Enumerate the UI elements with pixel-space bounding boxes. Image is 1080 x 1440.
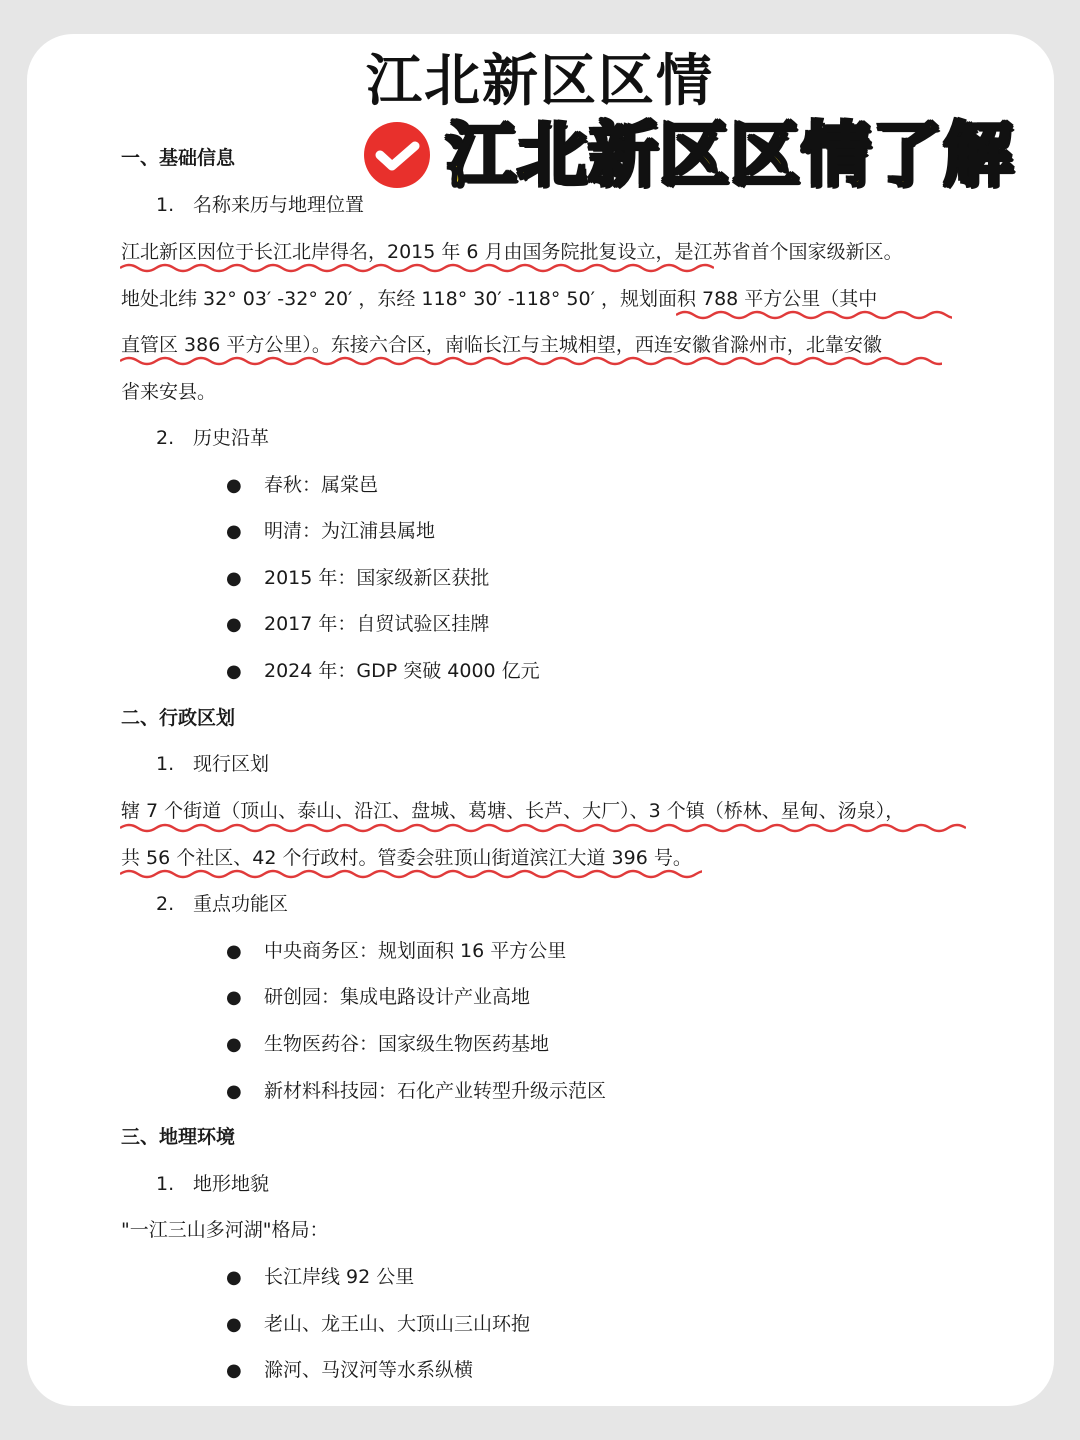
list-item-text: 生物医药谷：国家级生物医药基地	[264, 1033, 550, 1055]
list-item	[226, 1077, 606, 1106]
list-item-text: 春秋：属棠邑	[264, 474, 379, 496]
list-item	[226, 517, 435, 546]
bullet-icon: ●	[226, 1360, 242, 1381]
paragraph-line: 省来安县。	[121, 381, 217, 403]
bullet-icon: ●	[226, 1034, 242, 1055]
paragraph-line: 地处北纬 32° 03′ -32° 20′ ，东经 118° 30′ -118° 50′ ，规划面积 788 平方公里（其中	[121, 288, 878, 310]
subsection-label: 地形地貌	[193, 1173, 270, 1195]
bullet-icon: ●	[226, 521, 242, 542]
list-item-text: 新材料科技园：石化产业转型升级示范区	[264, 1080, 607, 1102]
list-item	[226, 983, 530, 1012]
subsection-heading	[156, 424, 269, 452]
list-item-text: 明清：为江浦县属地	[264, 520, 436, 542]
list-item-text: 长江岸线 92 公里	[264, 1266, 415, 1288]
subsection-number: 1.	[156, 194, 175, 216]
bullet-icon: ●	[226, 1314, 242, 1335]
page-title: 江北新区区情	[366, 49, 714, 114]
subsection-number: 2.	[156, 893, 175, 915]
subsection-number: 1.	[156, 753, 175, 775]
paragraph-line: "一江三山多河湖"格局：	[121, 1219, 329, 1241]
subsection-label: 重点功能区	[193, 893, 289, 915]
wavy-underline-path	[676, 312, 952, 318]
wavy-underline	[120, 355, 942, 367]
subsection-label: 名称来历与地理位置	[193, 194, 365, 216]
wavy-underline-path	[120, 265, 714, 271]
list-item-text: 中央商务区：规划面积 16 平方公里	[264, 940, 567, 962]
bullet-icon: ●	[226, 941, 242, 962]
sticker-caption: 江北新区区情了解	[446, 114, 1014, 196]
wavy-underline	[120, 262, 714, 274]
list-item-text: 2024 年：GDP 突破 4000 亿元	[264, 660, 540, 682]
section-heading: 三、地理环境	[121, 1126, 236, 1148]
section-heading: 二、行政区划	[121, 707, 236, 729]
bullet-icon: ●	[226, 1081, 242, 1102]
list-item-text: 2015 年：国家级新区获批	[264, 567, 490, 589]
wavy-underline	[120, 868, 702, 880]
subsection-heading	[156, 191, 364, 219]
bullet-icon: ●	[226, 475, 242, 496]
bullet-icon: ●	[226, 568, 242, 589]
list-item	[226, 564, 489, 593]
list-item-text: 老山、龙王山、大顶山三山环抱	[264, 1313, 531, 1335]
wavy-underline-path	[120, 871, 702, 877]
bullet-icon: ●	[226, 614, 242, 635]
subsection-label: 现行区划	[193, 753, 270, 775]
check-icon	[364, 122, 430, 188]
list-item	[226, 657, 540, 686]
list-item	[226, 1030, 549, 1059]
wavy-underline-path	[120, 825, 966, 831]
list-item	[226, 610, 489, 639]
bullet-icon: ●	[226, 661, 242, 682]
list-item-text: 2017 年：自贸试验区挂牌	[264, 613, 490, 635]
wavy-underline	[120, 822, 966, 834]
subsection-heading	[156, 1170, 269, 1198]
bullet-icon: ●	[226, 987, 242, 1008]
section-heading: 一、基础信息	[121, 147, 236, 169]
paragraph-line: 辖 7 个街道（顶山、泰山、沿江、盘城、葛塘、长芦、大厂）、3 个镇（桥林、星甸、汤泉），	[121, 800, 905, 822]
subsection-number: 2.	[156, 427, 175, 449]
paragraph-line: 共 56 个社区、42 个行政村。管委会驻顶山街道滨江大道 396 号。	[121, 847, 692, 869]
list-item	[226, 1310, 530, 1339]
subsection-label: 历史沿革	[193, 427, 270, 449]
list-item	[226, 937, 566, 966]
wavy-underline	[676, 309, 952, 321]
list-item-text: 研创园：集成电路设计产业高地	[264, 986, 531, 1008]
paragraph-line: 直管区 386 平方公里）。东接六合区，南临长江与主城相望，西连安徽省滁州市，北靠安徽	[121, 334, 882, 356]
subsection-heading	[156, 750, 269, 778]
check-badge	[364, 122, 430, 188]
list-item	[226, 471, 378, 500]
subsection-heading	[156, 890, 288, 918]
subsection-number: 1.	[156, 1173, 175, 1195]
bullet-icon: ●	[226, 1267, 242, 1288]
wavy-underline-path	[120, 358, 942, 364]
list-item-text: 滁河、马汊河等水系纵横	[264, 1359, 474, 1381]
paragraph-line: 江北新区因位于长江北岸得名，2015 年 6 月由国务院批复设立，是江苏省首个国家级新区。	[121, 241, 903, 263]
list-item	[226, 1263, 414, 1292]
list-item	[226, 1356, 473, 1385]
